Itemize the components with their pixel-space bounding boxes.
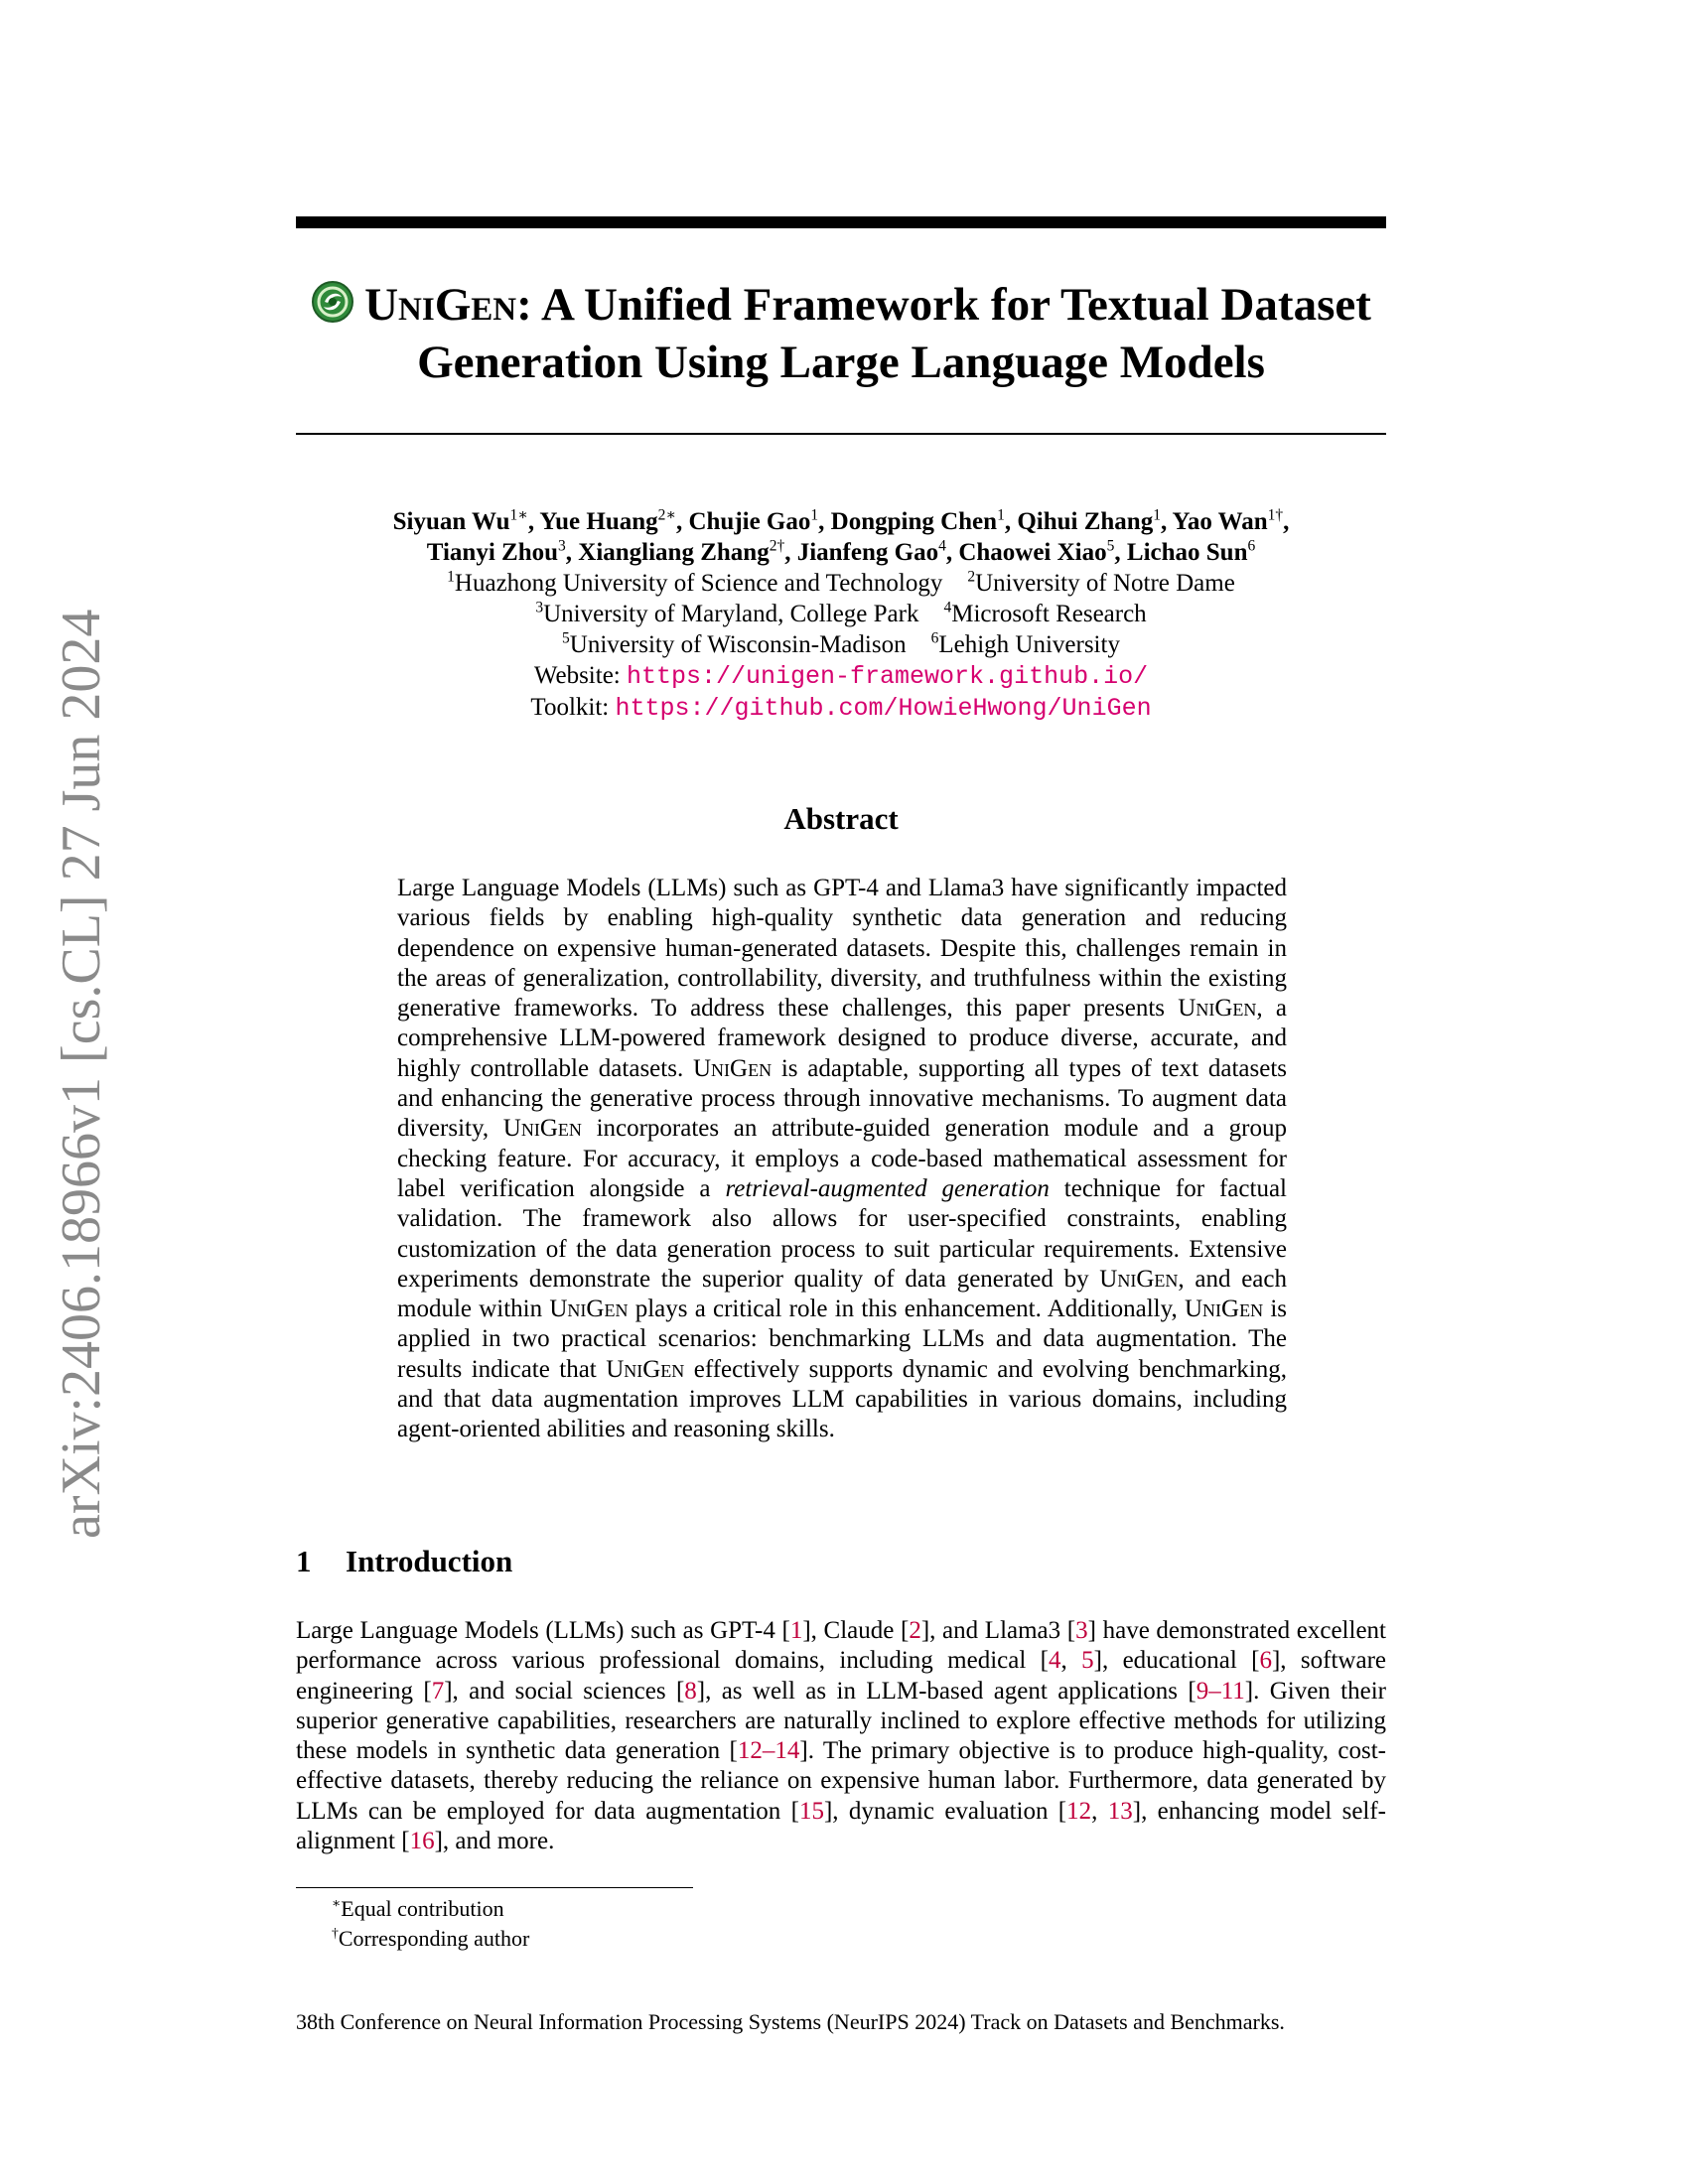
unigen-name: UniGen	[1099, 1265, 1179, 1293]
author-name: Qihui Zhang	[1017, 508, 1154, 535]
introduction-paragraph: Large Language Models (LLMs) such as GPT-4 [1], Claude [2], and Llama3 [3] have demonstrated excellent performance across various professional domains, including medical [4, 5], educational [6], software engineering [7], and social sciences [8], as well as in LLM-based agent applications [9–11]. Given their superior generative capabilities, researchers are naturally inclined to explore effective methods for utilizing these models in synthetic data generation [12–14]. The primary objective is to produce high-quality, cost-effective datasets, thereby reducing the reliance on expensive human labor. Furthermore, data generated by LLMs can be employed for data augmentation [15], dynamic evaluation [12, 13], enhancing model self-alignment [16], and more.	[296, 1617, 1387, 1855]
citation-link[interactable]: 15	[798, 1797, 824, 1825]
author-sup: 1∗	[509, 506, 528, 524]
author-sup: 2†	[769, 537, 785, 555]
unigen-name: UniGen	[1178, 995, 1257, 1023]
affiliation: University of Notre Dame	[975, 570, 1235, 597]
unigen-name: UniGen	[502, 1115, 582, 1143]
author-name: Tianyi Zhou	[426, 539, 559, 566]
footnote-equal-contribution: ∗Equal contribution	[332, 1895, 504, 1921]
unigen-name: UniGen	[692, 1054, 773, 1082]
unigen-name: UniGen	[606, 1355, 685, 1383]
section-title: Introduction	[346, 1544, 513, 1578]
toolkit-line	[296, 692, 1386, 724]
author-name: Lichao Sun	[1126, 539, 1248, 566]
citation-link[interactable]: 16	[409, 1828, 435, 1855]
author-sup: 1	[810, 506, 819, 524]
author-name: Chaowei Xiao	[958, 539, 1107, 566]
title-line-2: Generation Using Large Language Models	[417, 337, 1265, 388]
author-sup: 4	[938, 537, 946, 555]
citation-link[interactable]: 9–11	[1196, 1677, 1245, 1705]
footnote-rule	[296, 1887, 693, 1888]
affiliation-line-3: $^5$University of Wisconsin-Madison $^6$Lehigh University	[562, 629, 1120, 658]
unigen-logo-icon	[311, 280, 354, 324]
citation-link[interactable]: 3	[1075, 1617, 1088, 1644]
author-name: Xiangliang Zhang	[578, 539, 770, 566]
toolkit-link[interactable]: https://github.com/HowieHwong/UniGen	[615, 694, 1152, 723]
author-name: Yue Huang	[539, 508, 658, 535]
venue-note: 38th Conference on Neural Information Processing Systems (NeurIPS 2024) Track on Datasets and Benchmarks.	[296, 2009, 1285, 2034]
affiliation: Huazhong University of Science and Technology	[454, 570, 943, 597]
rag-term: retrieval-augmented generation	[725, 1174, 1050, 1202]
section-heading-introduction	[296, 1544, 512, 1579]
footnotes	[332, 1894, 529, 1954]
title-bottom-rule	[296, 433, 1386, 435]
title-line-1	[296, 276, 1386, 334]
author-name: Yao Wan	[1172, 508, 1268, 535]
title-line-1-text: : A Unified Framework for Textual Dataset	[516, 279, 1371, 331]
citation-link[interactable]: 5	[1081, 1647, 1094, 1675]
affiliation-line-2: $^3$University of Maryland, College Park $^4$Microsoft Research	[535, 599, 1147, 627]
citation-link[interactable]: 2	[909, 1617, 921, 1644]
section-number: 1	[296, 1544, 312, 1578]
citation-link[interactable]: 12–14	[737, 1737, 800, 1765]
author-sup: 3	[558, 537, 566, 555]
author-sup: 1	[1153, 506, 1161, 524]
author-sup: 1†	[1267, 506, 1284, 524]
unigen-name: UniGen	[1184, 1296, 1264, 1323]
footnote-corresponding-author: †Corresponding author	[332, 1925, 530, 1951]
toolkit-label: Toolkit:	[530, 694, 610, 721]
citation-link[interactable]: 12	[1066, 1797, 1092, 1825]
citation-link[interactable]: 7	[431, 1677, 445, 1705]
affiliation: Lehigh University	[938, 631, 1120, 658]
author-name: Siyuan Wu	[392, 508, 510, 535]
unigen-name: UniGen	[549, 1296, 629, 1323]
citation-link[interactable]: 1	[789, 1617, 803, 1644]
author-line-2: Tianyi Zhou$^3$, Xiangliang Zhang$^{2\dagger}$, Jianfeng Gao$^4$, Chaowei Xiao$^5$, Lichao Sun$^6$	[426, 537, 1256, 566]
title-unigen-gen: Gen	[434, 279, 517, 331]
author-name: Jianfeng Gao	[796, 539, 939, 566]
author-name: Dongping Chen	[830, 508, 998, 535]
abstract-heading: Abstract	[783, 801, 899, 836]
citation-link[interactable]: 4	[1049, 1647, 1061, 1675]
citation-link[interactable]: 8	[684, 1677, 697, 1705]
website-link[interactable]: https://unigen-framework.github.io/	[627, 662, 1149, 691]
citation-link[interactable]: 13	[1107, 1797, 1133, 1825]
website-line	[296, 660, 1386, 692]
author-sup: 5	[1106, 537, 1115, 555]
author-sup: 2∗	[657, 506, 676, 524]
author-sup: 1	[997, 506, 1005, 524]
citation-link[interactable]: 6	[1259, 1647, 1272, 1675]
affiliation: University of Maryland, College Park	[543, 601, 919, 627]
arxiv-sidebar-stamp: arXiv:2406.18966v1 [cs.CL] 27 Jun 2024	[51, 609, 112, 1539]
author-block	[296, 506, 1386, 724]
website-label: Website:	[533, 662, 621, 689]
author-sup: 6	[1247, 537, 1256, 555]
author-name: Chujie Gao	[688, 508, 811, 535]
abstract-body: Large Language Models (LLMs) such as GPT-4 and Llama3 have significantly impacted various fields by enabling high-quality synthetic data generation and reducing dependence on expensive human-generated datasets. Despite this, challenges remain in the areas of generalization, controllability, diversity, and truthfulness within the existing generative frameworks. To address these challenges, this paper presents UniGen, a comprehensive LLM-powered framework designed to produce diverse, accurate, and highly controllable datasets. UniGen is adaptable, supporting all types of text datasets and enhancing the generative process through innovative mechanisms. To augment data diversity, UniGen incorporates an attribute-guided generation module and a group checking feature. For accuracy, it employs a code-based mathematical assessment for label verification alongside a retrieval-augmented generation technique for factual validation. The framework also allows for user-specified constraints, enabling customization of the data generation process to suit particular requirements. Extensive experiments demonstrate the superior quality of data generated by UniGen, and each module within UniGen plays a critical role in this enhancement. Additionally, UniGen is applied in two practical scenarios: benchmarking LLMs and data augmentation. The results indicate that UniGen effectively supports dynamic and evolving benchmarking, and that data augmentation improves LLM capabilities in various domains, including agent-oriented abilities and reasoning skills.	[397, 875, 1287, 1443]
affiliation: Microsoft Research	[951, 601, 1147, 627]
affiliation-line-1: $^1$Huazhong University of Science and Technology $^2$University of Notre Dame	[447, 568, 1235, 597]
title-unigen-uni: Uni	[364, 279, 435, 331]
author-line-1: Siyuan $Wu^{1∗}$, Yue Huang$^{2∗}$, Chujie Gao$^1$, Dongping Chen$^1$, Qihui Zhang$^1$, Yao Wan$^{1\dagger}$,	[392, 506, 1290, 535]
paper-title	[296, 276, 1386, 391]
title-top-rule	[296, 216, 1386, 228]
affiliation: University of Wisconsin-Madison	[569, 631, 907, 658]
